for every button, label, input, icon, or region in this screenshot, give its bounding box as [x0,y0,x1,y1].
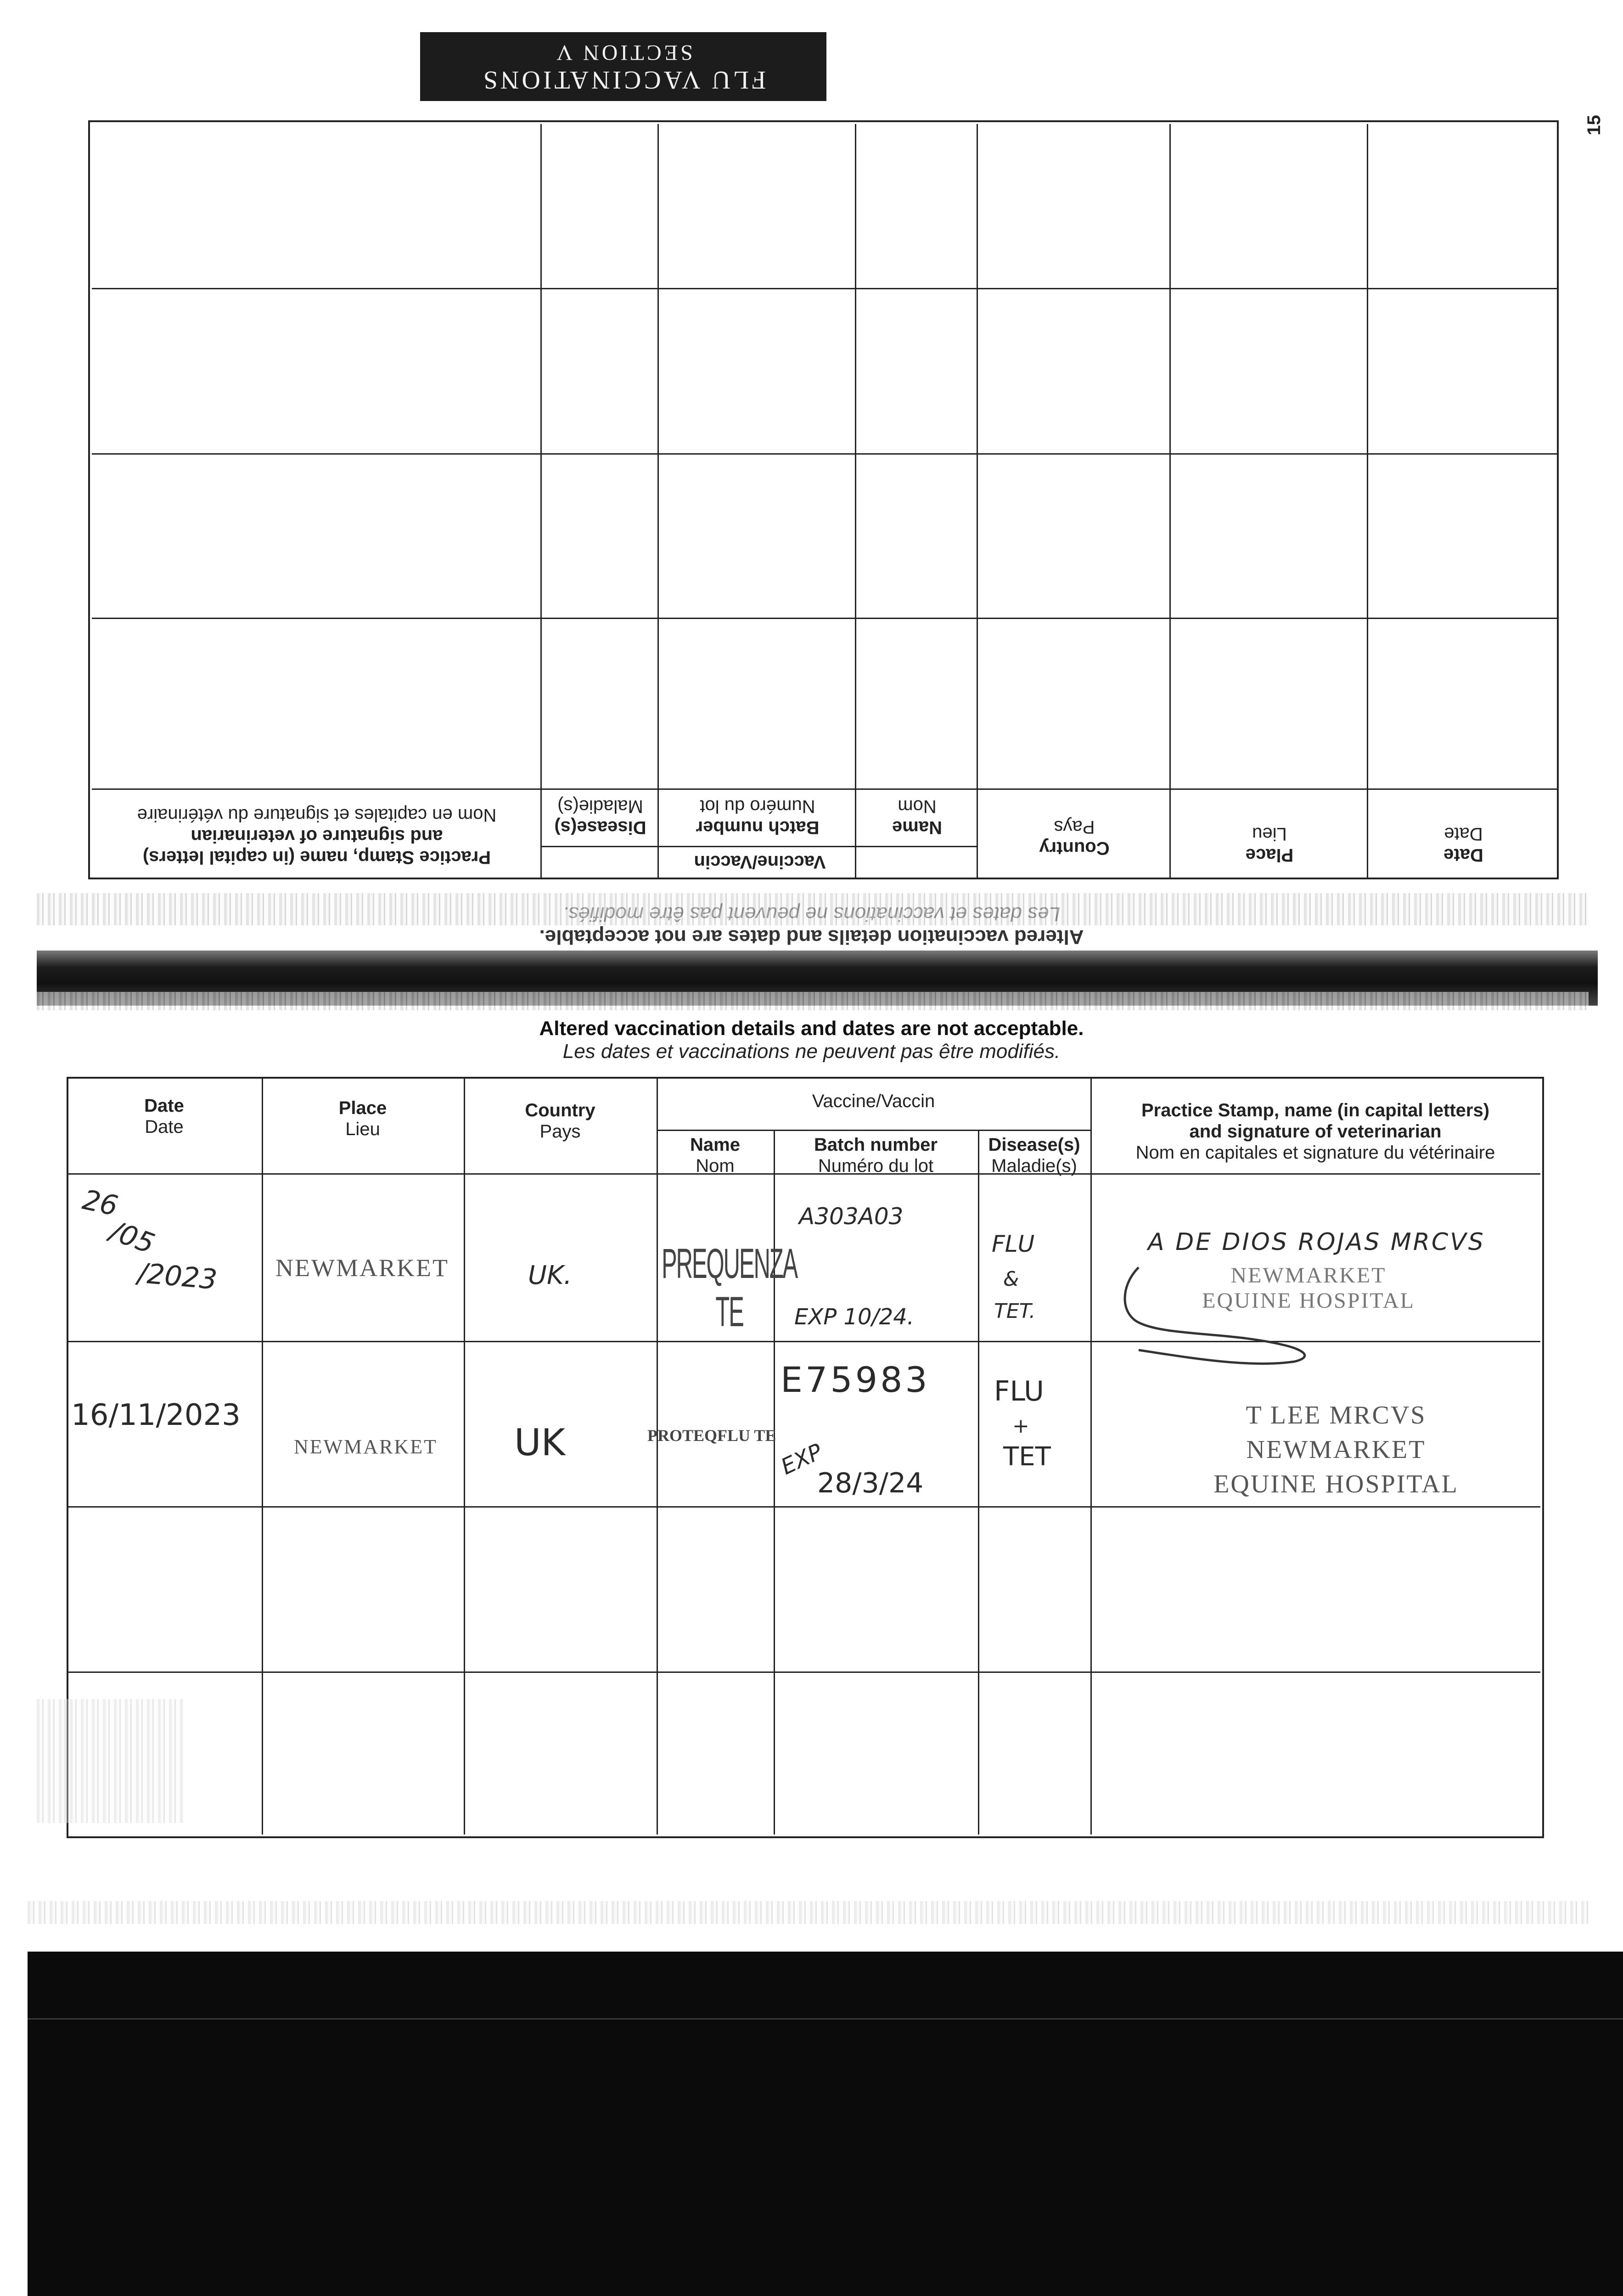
upper-row-line [92,453,1559,455]
upper-page-rotated [0,0,1623,918]
scan-texture [37,992,1589,1010]
upper-col-line [540,124,542,879]
lower-notice-fr: Les dates et vaccinations ne peuvent pas être modifiés. [562,1040,1061,1063]
lower-col-line [464,1077,465,1835]
row2-disease-1: FLU [994,1375,1044,1407]
row2-expiry-label: EXP [777,1439,826,1480]
upper-row-line [92,618,1559,619]
scanner-black-area [28,1952,1623,2296]
upper-col-line [1169,124,1171,879]
row2-disease-2: + [1012,1414,1029,1438]
upper-col-line [977,124,978,879]
row1-stamp-line2: EQUINE HOSPITAL [1202,1289,1415,1313]
row1-disease-2: & [1003,1267,1019,1291]
upper-col-line [1367,124,1368,879]
lower-header-stamp: Practice Stamp, name (in capital letters) and signature of veterinarian Nom en capitales et signature du vétérinaire [1135,1100,1495,1163]
lower-header-place: Place Lieu [338,1098,387,1139]
lower-notice-en: Altered vaccination details and dates are not acceptable. [539,1017,1084,1040]
upper-header-line [92,788,1559,790]
row1-stamp-line1: NEWMARKET [1230,1263,1387,1288]
upper-notice-en: Altered vaccination details and dates are not acceptable. [539,926,1084,948]
page-number: 15 [1584,115,1604,135]
row2-batch: E75983 [781,1359,930,1400]
row1-expiry: EXP 10/24. [794,1304,914,1330]
upper-header-country: Country Pays [1039,817,1110,858]
lower-header-country: Country Pays [525,1100,595,1142]
row2-stamp-line2: NEWMARKET [1246,1435,1426,1464]
scan-texture [37,1699,184,1823]
upper-vaccination-table [88,120,1559,879]
scan-texture [28,1901,1589,1924]
lower-col-line [1090,1077,1092,1835]
row2-place-stamp: NEWMARKET [294,1435,438,1458]
lower-row-line [67,1671,1540,1673]
lower-col-line [262,1077,263,1835]
upper-header-stamp: Practice Stamp, name (in capital letters) and signature of veterinarian Nom en capitales et signature du vétérinaire [137,805,497,867]
row1-disease-3: TET. [994,1300,1036,1323]
row1-disease-1: FLU [992,1231,1035,1257]
row1-date-month: /05 [106,1215,159,1261]
row2-country: UK [514,1421,566,1464]
upper-col-line [657,124,659,879]
upper-header-place: Place Lieu [1245,824,1294,865]
row2-stamp-line3: EQUINE HOSPITAL [1213,1470,1459,1498]
lower-header-vaccine: Vaccine/Vaccin [812,1091,935,1111]
upper-header-name: Name Nom [892,796,942,838]
upper-col-line [855,124,856,879]
section-title: FLU VACCINATIONS [480,66,766,94]
lower-vaccine-subline [657,1130,1090,1131]
lower-col-line [657,1077,658,1835]
row1-date-day: 26 [79,1183,121,1223]
lower-header-date: Date Date [144,1096,184,1137]
lower-header-name: Name Nom [690,1135,740,1176]
scan-texture [37,893,1589,925]
row2-disease-3: TET [1003,1442,1051,1472]
row1-vaccine-name: PREQUENZA TE [661,1240,797,1335]
lower-col-line [978,1130,979,1835]
section-subtitle: SECTION V [554,40,693,65]
row1-place-stamp: NEWMARKET [275,1254,449,1282]
row2-date: 16/11/2023 [71,1398,241,1432]
section-title-band [420,32,826,101]
lower-col-line [774,1130,775,1835]
upper-vaccine-subline [542,846,978,847]
lower-notice [0,1017,1623,1063]
lower-header-batch: Batch number Numéro du lot [814,1135,938,1176]
row1-signature-icon [1111,1258,1313,1368]
lower-row-line [67,1506,1540,1508]
row1-vet-name: A DE DIOS ROJAS MRCVS [1148,1228,1485,1256]
row1-date-year: /2023 [136,1257,219,1296]
row2-expiry-date: 28/3/24 [817,1467,924,1499]
upper-header-date: Date Date [1443,824,1483,865]
scanner-edge-line [28,2018,1623,2020]
upper-row-line [92,288,1559,289]
row2-vaccine-name: PROTEQFLU TE [647,1426,776,1445]
lower-header-disease: Disease(s) Maladie(s) [988,1135,1080,1176]
lower-row-line [67,1341,1540,1342]
row2-stamp-line1: T LEE MRCVS [1246,1401,1426,1429]
row1-country: UK. [528,1261,572,1290]
row1-batch: A303A03 [799,1203,904,1230]
upper-header-vaccine: Vaccine/Vaccin [694,852,826,872]
upper-header-disease: Disease(s) Maladie(s) [554,796,646,838]
upper-header-batch: Batch number Numéro du lot [696,796,820,838]
